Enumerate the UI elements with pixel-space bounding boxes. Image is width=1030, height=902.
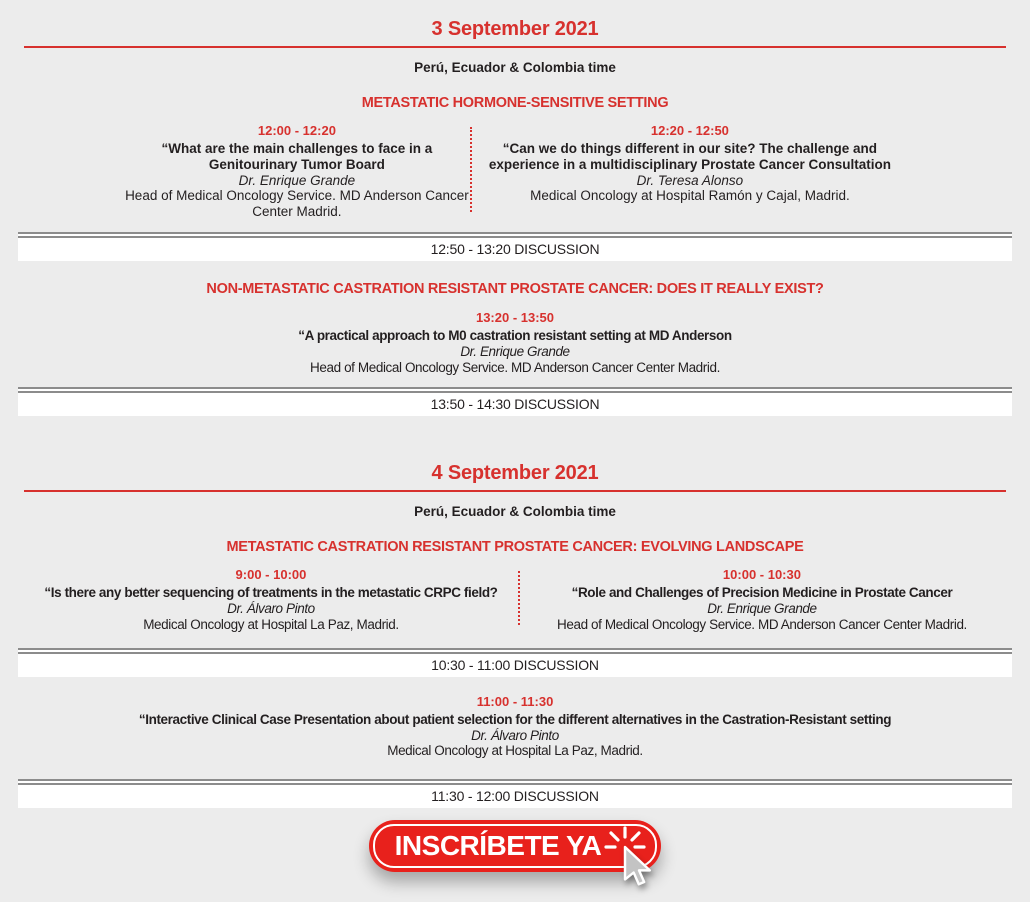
day-2-section-1-header: METASTATIC CASTRATION RESISTANT PROSTATE CANCER: EVOLVING LANDSCAPE (226, 539, 804, 556)
session-card (24, 567, 518, 632)
session-time: 13:20 - 13:50 (475, 309, 555, 325)
session-card (24, 694, 1006, 759)
mouse-cursor-icon (625, 847, 650, 884)
discussion-bar: 12:50 - 13:20 DISCUSSION (18, 232, 1012, 261)
session-speaker: Dr. Teresa Alonso (636, 172, 744, 188)
session-time: 12:00 - 12:20 (257, 123, 336, 138)
register-button[interactable] (369, 820, 661, 872)
session-card (24, 310, 1006, 375)
session-title: “What are the main challenges to face in a Genitourinary Tumor Board (161, 141, 433, 172)
discussion-bar: 13:50 - 14:30 DISCUSSION (18, 387, 1012, 416)
day-1-title-rule (24, 46, 1006, 48)
column-divider-dotted (470, 127, 472, 212)
day-1-block (0, 0, 1030, 416)
session-speaker: Dr. Enrique Grande (460, 343, 570, 359)
session-affiliation: Medical Oncology at Hospital La Paz, Madrid. (143, 616, 399, 632)
session-title: “Role and Challenges of Precision Medicine in Prostate Cancer (571, 585, 953, 601)
session-title: “Interactive Clinical Case Presentation about patient selection for the different alternatives in the Castration-Resistant setting (138, 711, 892, 727)
session-speaker: Dr. Enrique Grande (707, 601, 817, 617)
session-card (470, 123, 1006, 220)
session-affiliation: Head of Medical Oncology Service. MD Anderson Cancer Center Madrid. (557, 616, 967, 632)
day-1-timezone: Perú, Ecuador & Colombia time (414, 60, 616, 75)
session-affiliation: Head of Medical Oncology Service. MD Anderson Cancer Center Madrid. (310, 359, 720, 375)
register-button-label: INSCRÍBETE YA (394, 830, 602, 862)
day-1-section-1-header: METASTATIC HORMONE-SENSITIVE SETTING (361, 95, 669, 111)
session-card (518, 567, 1006, 632)
click-burst-and-cursor (601, 824, 679, 902)
day-1-title: 3 September 2021 (431, 18, 599, 40)
register-button-area (0, 820, 1030, 872)
session-affiliation: Medical Oncology at Hospital Ramón y Cajal, Madrid. (530, 188, 850, 204)
day-2-block (0, 416, 1030, 808)
session-speaker: Dr. Álvaro Pinto (471, 727, 559, 743)
session-speaker: Dr. Álvaro Pinto (227, 601, 315, 617)
column-divider-dotted (518, 571, 520, 624)
day-2-title: 4 September 2021 (431, 462, 599, 485)
session-affiliation: Medical Oncology at Hospital La Paz, Madrid. (387, 743, 643, 759)
session-title: “Is there any better sequencing of treatments in the metastatic CRPC field? (44, 585, 498, 601)
discussion-bar: 11:30 - 12:00 DISCUSSION (18, 779, 1012, 808)
session-speaker: Dr. Enrique Grande (238, 172, 356, 188)
discussion-bar: 10:30 - 11:00 DISCUSSION (18, 648, 1012, 677)
day-1-section-2-header: NON-METASTATIC CASTRATION RESISTANT PROSTATE CANCER: DOES IT REALLY EXIST? (206, 280, 824, 297)
day-2-title-rule (24, 490, 1006, 492)
click-burst-icon (606, 828, 644, 847)
session-affiliation: Head of Medical Oncology Service. MD Anderson Cancer Center Madrid. (125, 188, 469, 220)
day-2-sessions-row (24, 567, 1006, 632)
session-title: “Can we do things different in our site? The challenge and experience in a multidisciplinary Prostate Cancer Consultation (488, 141, 891, 172)
session-time: 10:00 - 10:30 (722, 567, 801, 583)
day-2-timezone: Perú, Ecuador & Colombia time (414, 504, 616, 520)
session-time: 12:20 - 12:50 (650, 123, 729, 138)
session-title: “A practical approach to M0 castration resistant setting at MD Anderson (298, 327, 732, 343)
session-time: 9:00 - 10:00 (235, 567, 307, 583)
session-card (24, 123, 470, 220)
session-time: 11:00 - 11:30 (476, 693, 554, 709)
day-1-sessions-row (24, 123, 1006, 220)
